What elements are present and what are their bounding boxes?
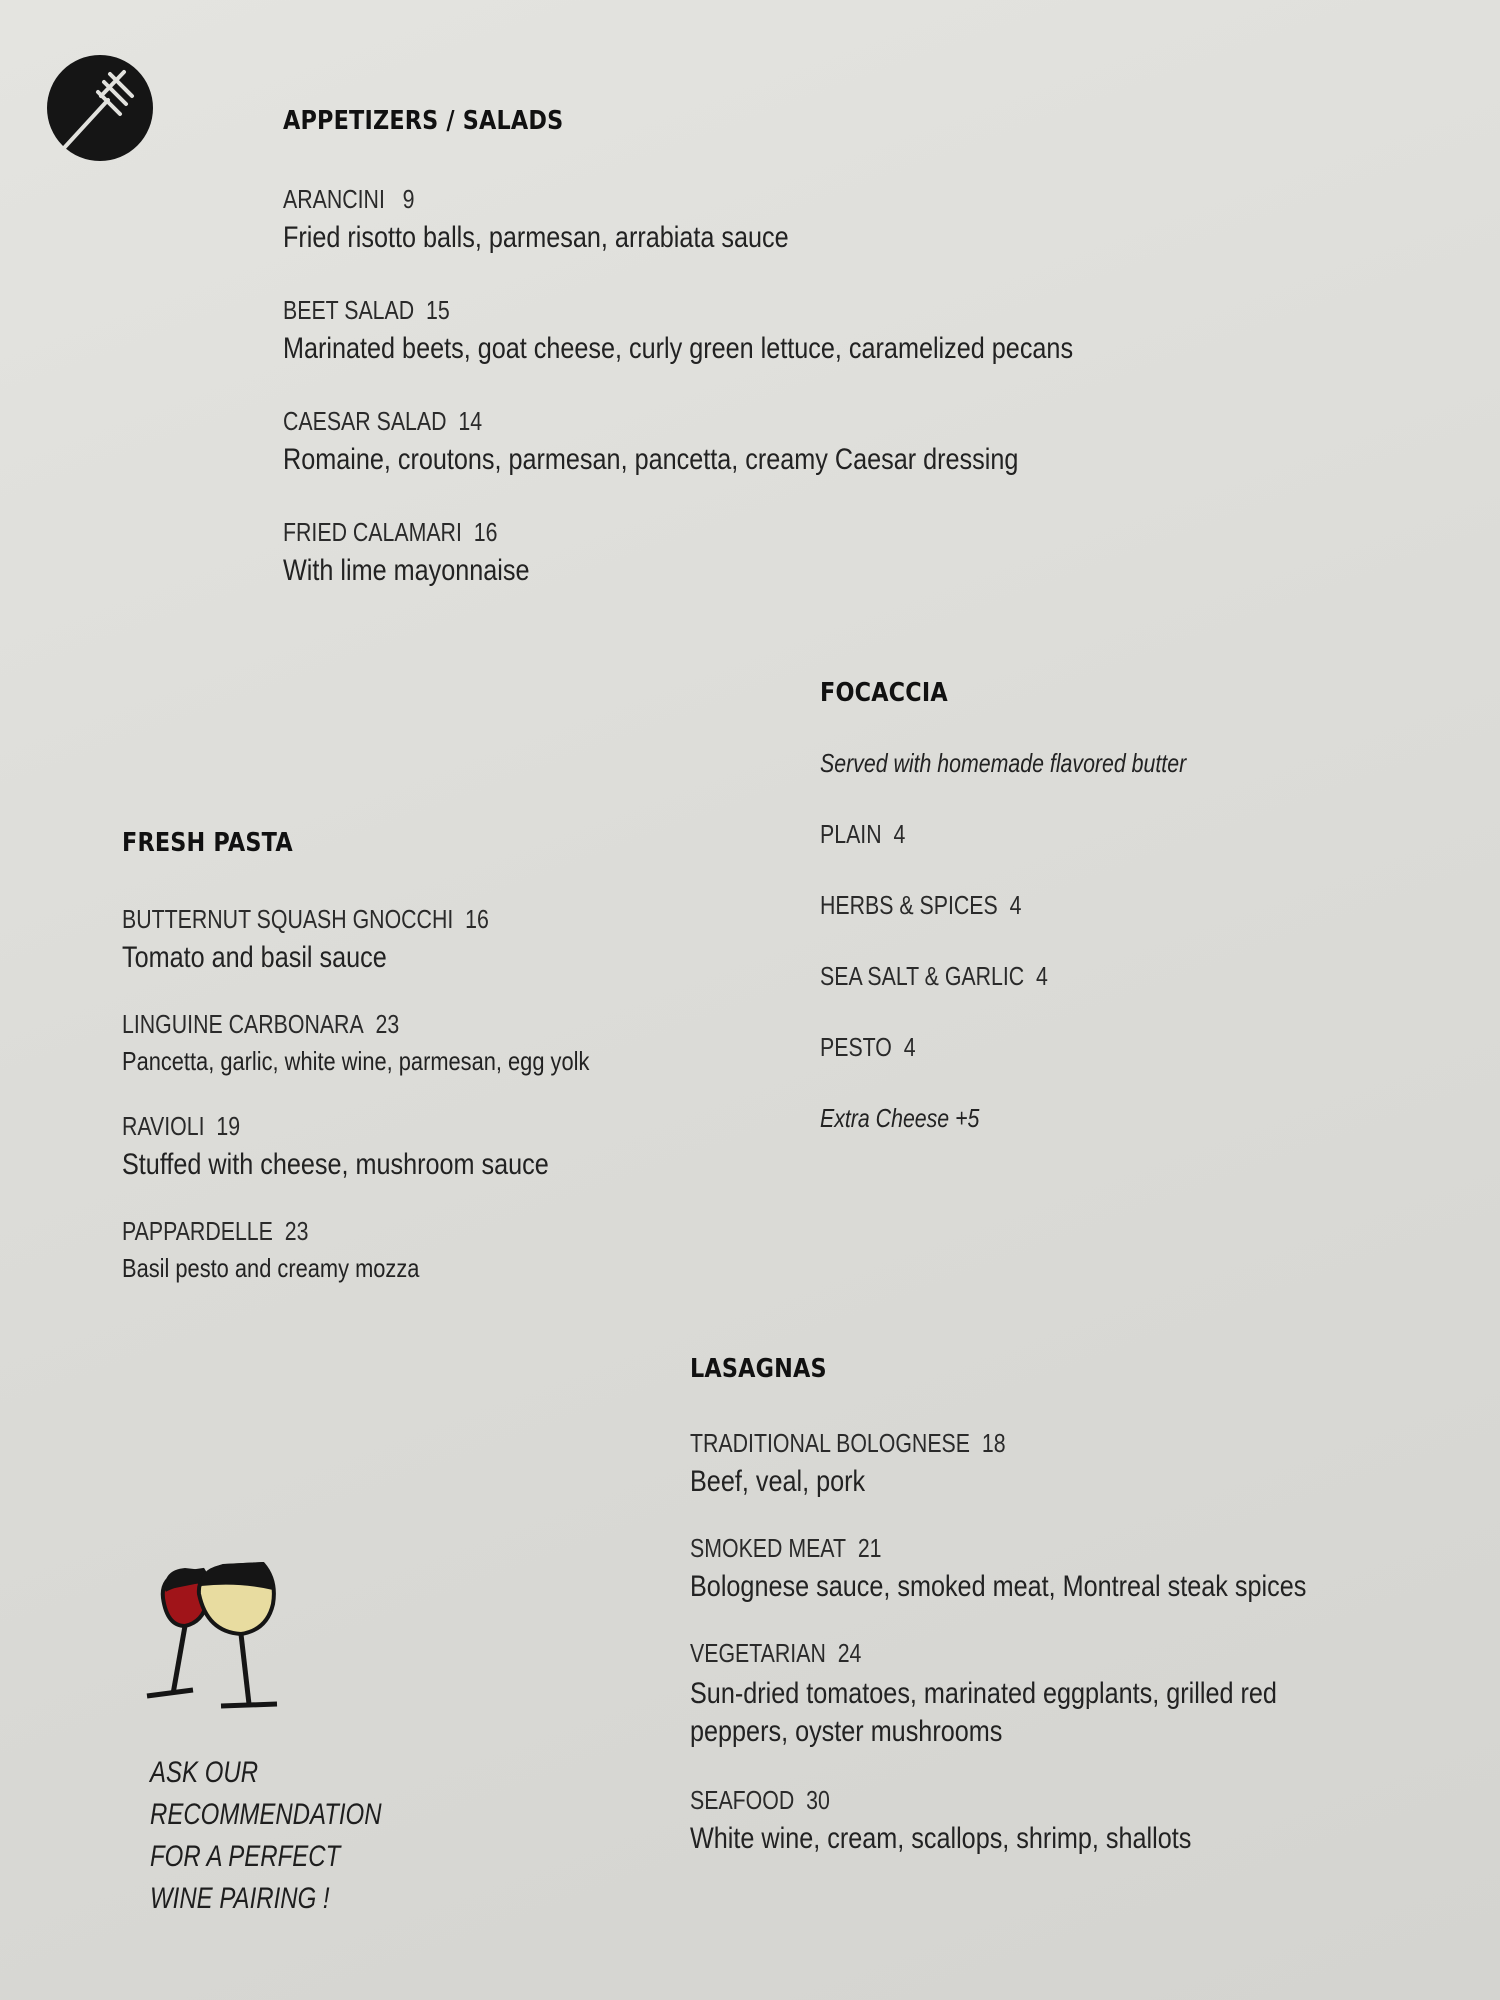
item-name: BUTTERNUT SQUASH GNOCCHI <box>122 904 454 934</box>
wine-pairing-line: RECOMMENDATION <box>150 1798 382 1831</box>
focaccia-section <box>820 678 1267 1174</box>
menu-item <box>283 406 1224 477</box>
item-name-line <box>690 1533 1330 1564</box>
item-description: Tomato and basil sauce <box>122 941 387 974</box>
item-price: 21 <box>857 1533 882 1563</box>
item-name: BEET SALAD <box>283 295 415 325</box>
item-name: PLAIN <box>820 819 882 849</box>
item-price: 4 <box>893 819 906 849</box>
item-description: Stuffed with cheese, mushroom sauce <box>122 1148 549 1181</box>
item-name: CAESAR SALAD <box>283 406 447 436</box>
menu-item <box>690 1428 1470 1499</box>
item-price: 19 <box>216 1111 241 1141</box>
item-name: SMOKED MEAT <box>690 1533 846 1563</box>
item-name: PESTO <box>820 1032 892 1062</box>
item-name: PAPPARDELLE <box>122 1216 273 1246</box>
item-price: 4 <box>1036 961 1048 991</box>
focaccia-extra-note: Extra Cheese +5 <box>820 1103 980 1133</box>
item-description: Basil pesto and creamy mozza <box>122 1253 420 1283</box>
item-name-line <box>122 1009 578 1040</box>
focaccia-item <box>820 1032 1186 1063</box>
item-name-line <box>690 1638 1330 1669</box>
item-name-line <box>122 904 578 935</box>
item-price: 4 <box>1009 890 1022 920</box>
menu-item <box>283 517 1224 588</box>
item-name: SEA SALT & GARLIC <box>820 961 1025 991</box>
section-title-appetizers: APPETIZERS / SALADS <box>283 106 564 136</box>
fork-logo-icon <box>46 52 154 164</box>
item-name: LINGUINE CARBONARA <box>122 1009 364 1039</box>
item-name: ARANCINI <box>283 184 385 214</box>
item-name: TRADITIONAL BOLOGNESE <box>690 1428 970 1458</box>
item-description: Beef, veal, pork <box>690 1465 866 1498</box>
menu-item <box>690 1785 1470 1856</box>
item-name-line <box>122 1111 578 1142</box>
item-name-line <box>690 1428 1330 1459</box>
item-name: VEGETARIAN <box>690 1638 826 1668</box>
menu-item <box>122 1216 678 1284</box>
focaccia-item <box>820 890 1186 921</box>
item-price: 24 <box>837 1638 862 1668</box>
item-price: 16 <box>465 904 489 934</box>
item-price: 16 <box>473 517 498 547</box>
item-name: RAVIOLI <box>122 1111 205 1141</box>
section-title-focaccia: FOCACCIA <box>820 678 948 708</box>
item-price: 14 <box>458 406 483 436</box>
wine-pairing-note <box>150 1752 439 1920</box>
fresh-pasta-section <box>122 828 678 1318</box>
item-description: Fried risotto balls, parmesan, arrabiata sauce <box>283 221 789 254</box>
item-name: FRIED CALAMARI <box>283 517 462 547</box>
item-description: With lime mayonnaise <box>283 554 530 587</box>
appetizers-section <box>283 106 1224 628</box>
item-price: 18 <box>981 1428 1006 1458</box>
menu-item <box>283 295 1224 366</box>
item-description: Romaine, croutons, parmesan, pancetta, creamy Caesar dressing <box>283 443 1019 476</box>
menu-item <box>122 1111 678 1182</box>
item-name-line <box>122 1216 578 1247</box>
item-name-line <box>283 295 1054 326</box>
item-name-line <box>690 1785 1330 1816</box>
lasagnas-section <box>690 1354 1470 1890</box>
menu-item <box>283 184 1224 255</box>
item-price: 23 <box>284 1216 309 1246</box>
item-price: 9 <box>402 184 415 214</box>
item-description: Pancetta, garlic, white wine, parmesan, egg yolk <box>122 1046 590 1076</box>
item-price: 30 <box>806 1785 830 1815</box>
item-price: 4 <box>903 1032 916 1062</box>
menu-item <box>122 1009 678 1077</box>
item-name: SEAFOOD <box>690 1785 795 1815</box>
item-name-line <box>283 184 1054 215</box>
item-price: 23 <box>375 1009 400 1039</box>
item-name: HERBS & SPICES <box>820 890 998 920</box>
item-name-line <box>283 406 1054 437</box>
item-description: Sun-dried tomatoes, marinated eggplants, grilled red peppers, oyster mushrooms <box>690 1677 1277 1748</box>
focaccia-item <box>820 819 1186 850</box>
item-description: White wine, cream, scallops, shrimp, shallots <box>690 1822 1192 1855</box>
wine-pairing-line: FOR A PERFECT <box>150 1840 341 1873</box>
item-price: 15 <box>426 295 450 325</box>
focaccia-item <box>820 961 1186 992</box>
section-title-fresh-pasta: FRESH PASTA <box>122 828 293 858</box>
section-title-lasagnas: LASAGNAS <box>690 1354 827 1384</box>
item-name-line <box>283 517 1054 548</box>
menu-item <box>690 1533 1470 1604</box>
wine-pairing-line: ASK OUR <box>150 1756 259 1789</box>
menu-item <box>690 1638 1470 1751</box>
menu-item <box>122 904 678 975</box>
item-description: Bolognese sauce, smoked meat, Montreal steak spices <box>690 1570 1307 1603</box>
item-description: Marinated beets, goat cheese, curly green lettuce, caramelized pecans <box>283 332 1074 365</box>
wine-pairing-line: WINE PAIRING ! <box>150 1882 330 1915</box>
wine-glasses-icon <box>145 1560 295 1720</box>
focaccia-subtitle: Served with homemade flavored butter <box>820 748 1187 778</box>
